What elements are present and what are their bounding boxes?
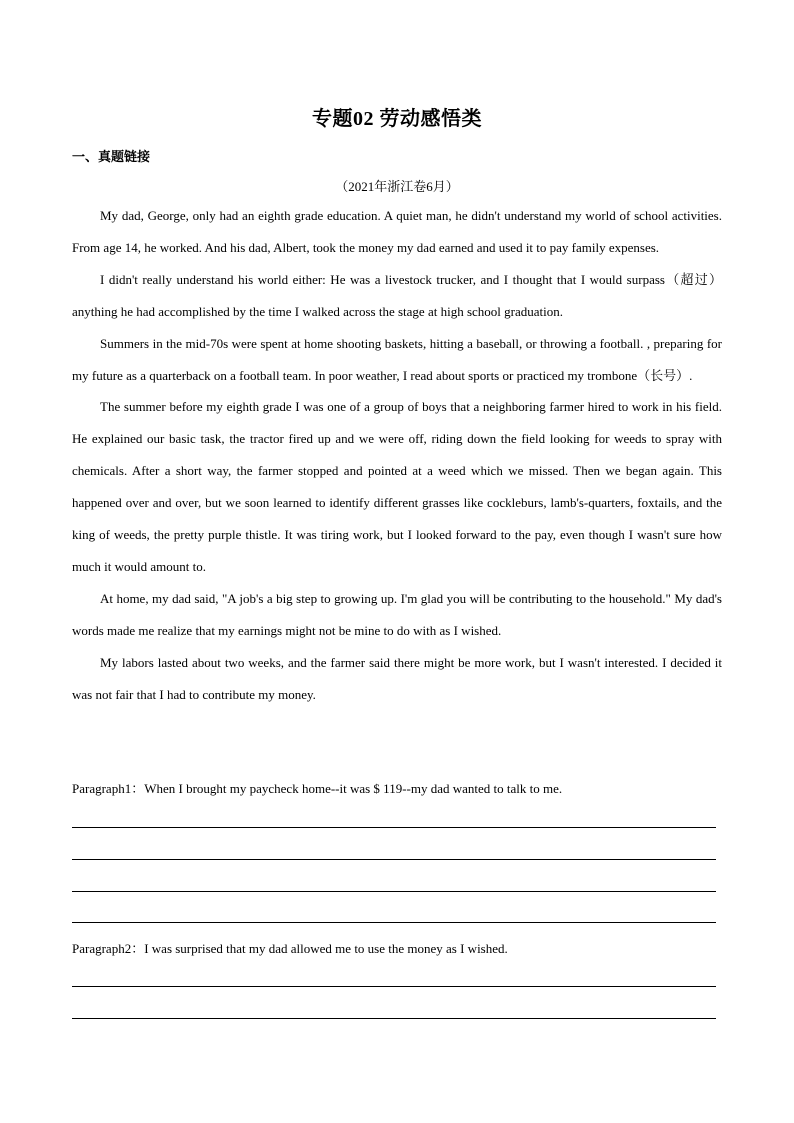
passage-paragraph: The summer before my eighth grade I was one of a group of boys that a neighboring farmer hired to work in his field. He explained our basic task, the tractor fired up and we were off, riding down the field looking for weeds to spray with chemicals. After a short way, the farmer stopped and pointed at a weed which we missed. Then we began again. This happened over and over, but we soon learned to identify different grasses like cockleburs, lamb's-quarters, foxtails, and the king of weeds, the pretty purple thistle. It was tiring work, but I looked forward to the pay, even though I wasn't sure how much it would amount to. bbox=[72, 399, 722, 574]
exam-source: （2021年浙江卷6月） bbox=[335, 179, 459, 194]
passage-paragraph: Summers in the mid-70s were spent at home shooting baskets, hitting a baseball, or throwing a football. , preparing for my future as a quarterback on a football team. In poor weather, I read about sports or practiced my trombone（长号）. bbox=[72, 335, 722, 383]
paragraph1-label: Paragraph1： bbox=[72, 781, 145, 796]
answer-line[interactable] bbox=[72, 922, 716, 923]
paragraph1-opening: When I brought my paycheck home--it was $ 119--my dad wanted to talk to me. bbox=[144, 781, 563, 796]
passage-paragraph: My dad, George, only had an eighth grade education. A quiet man, he didn't understand my world of school activities. From age 14, he worked. And his dad, Albert, took the money my dad earned and used it to pay family expenses. bbox=[72, 208, 722, 255]
paragraph2-prompt bbox=[72, 939, 722, 959]
passage-paragraph: My labors lasted about two weeks, and the farmer said there might be more work, but I wasn't interested. I decided it was not fair that I had to contribute my money. bbox=[72, 654, 722, 702]
paragraph2-label: Paragraph2： bbox=[72, 941, 145, 956]
passage-paragraph: I didn't really understand his world either: He was a livestock trucker, and I thought that I would surpass（超过）anything he had accomplished by the time I walked across the stage at high school graduation. bbox=[72, 271, 722, 319]
page-title: 专题02 劳动感悟类 bbox=[312, 108, 482, 130]
passage bbox=[72, 200, 722, 711]
answer-line[interactable] bbox=[72, 1018, 716, 1019]
section-heading: 一、真题链接 bbox=[72, 149, 151, 164]
paragraph1-prompt bbox=[72, 779, 722, 799]
answer-line[interactable] bbox=[72, 986, 716, 987]
passage-paragraph: At home, my dad said, "A job's a big step to growing up. I'm glad you will be contributing to the household." My dad's words made me realize that my earnings might not be mine to do with as I wished. bbox=[72, 590, 722, 638]
answer-line[interactable] bbox=[72, 891, 716, 892]
answer-line[interactable] bbox=[72, 859, 716, 860]
paragraph2-opening: I was surprised that my dad allowed me to use the money as I wished. bbox=[144, 941, 508, 956]
answer-line[interactable] bbox=[72, 827, 716, 828]
